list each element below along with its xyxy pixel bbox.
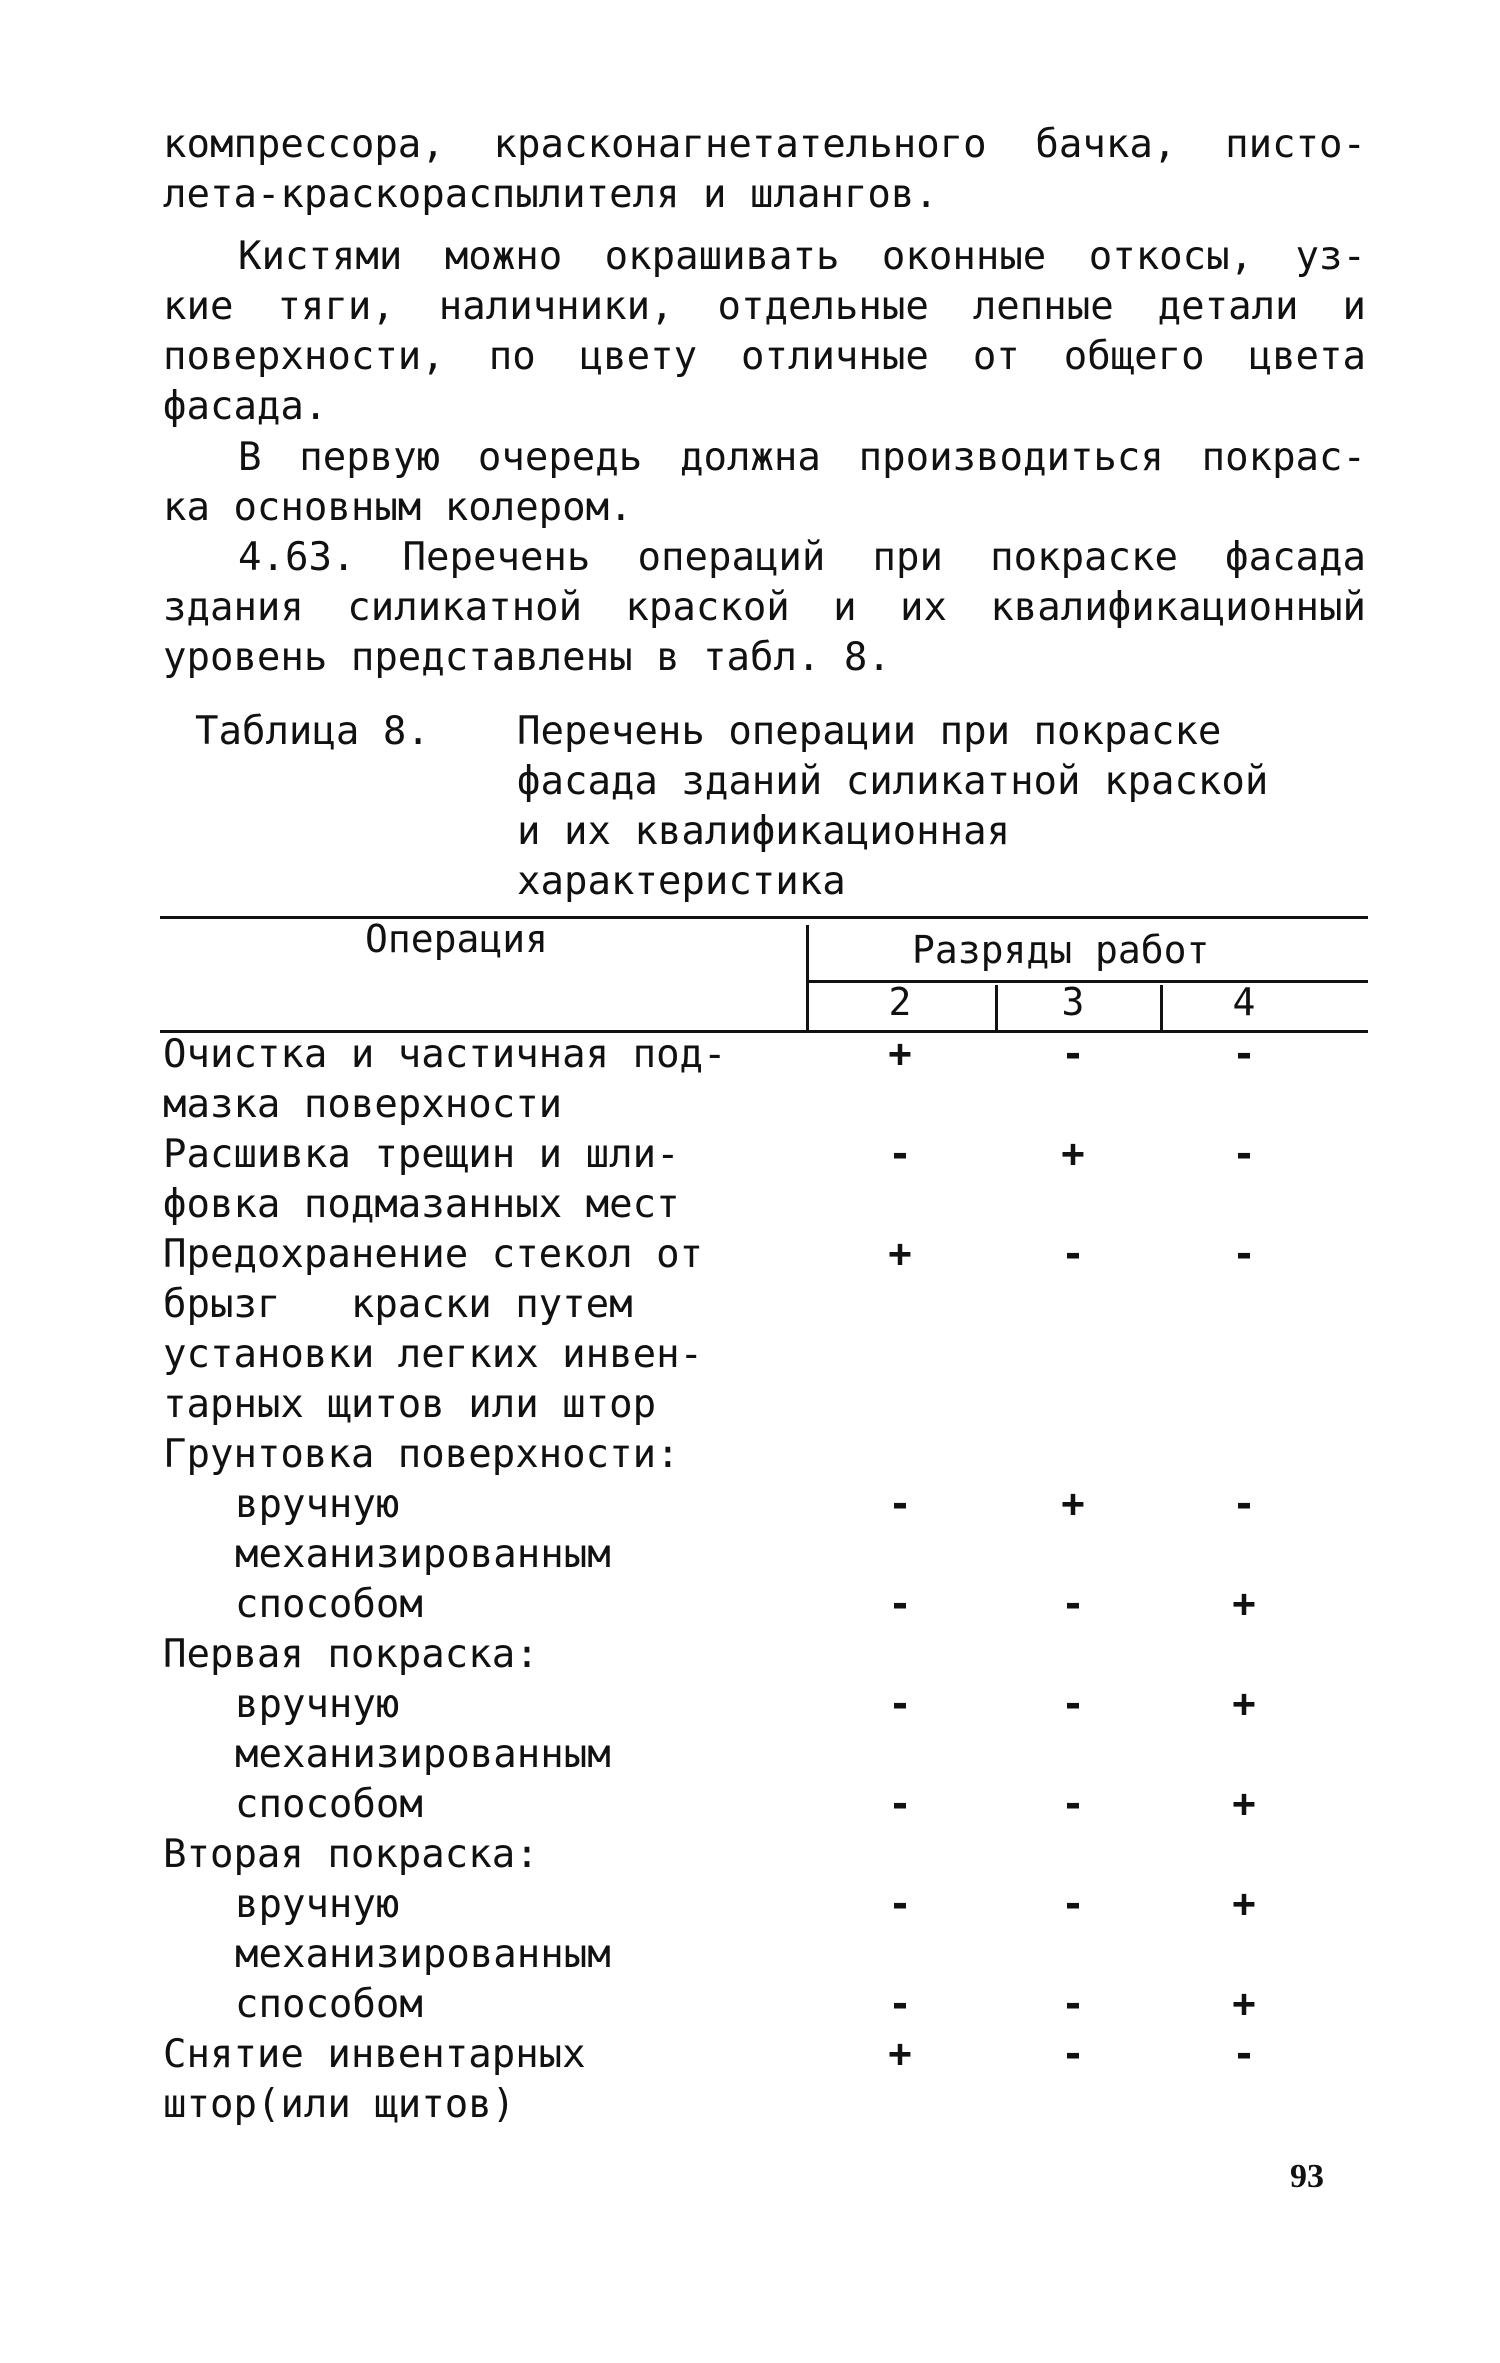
- header-grade-2: 2: [888, 980, 912, 1024]
- operation-cell: [235, 1880, 855, 1930]
- grade-3-mark: -: [1061, 1032, 1085, 1077]
- operation-line: механизированным: [235, 1732, 611, 1777]
- paragraph-line: компрессора, красконагнетательного бачка, писто-: [163, 122, 1366, 167]
- paragraph-line: кие тяги, наличники, отдельные лепные детали и: [163, 284, 1366, 329]
- operation-line: способом: [235, 1582, 423, 1627]
- operation-line: штор(или щитов): [163, 2082, 516, 2127]
- operation-line: Первая покраска:: [163, 1632, 539, 1677]
- grade-3-mark: +: [1061, 1482, 1085, 1527]
- grade-2-mark: -: [888, 1682, 912, 1727]
- paragraph-line: лета-краскораспылителя и шлангов.: [163, 172, 938, 217]
- operation-line: брызг краски путем: [163, 1282, 633, 1327]
- operation-column-divider: [806, 925, 809, 1031]
- header-operation: Операция: [365, 917, 549, 961]
- header-grade-3: 3: [1061, 980, 1085, 1024]
- operation-cell: [163, 1830, 783, 1880]
- grade-3-mark: -: [1061, 1682, 1085, 1727]
- grade-4-mark: +: [1232, 1882, 1256, 1927]
- grade-4-mark: -: [1232, 1482, 1256, 1527]
- operation-line: Предохранение стекол от: [163, 1232, 704, 1277]
- operation-cell: [235, 1930, 855, 2030]
- table-row: [163, 1880, 1373, 1930]
- header-grade-4: 4: [1232, 980, 1256, 1024]
- table-top-rule: [160, 916, 1368, 919]
- paragraph-1: [163, 120, 1366, 220]
- table-row: [163, 1680, 1373, 1730]
- operation-cell: [163, 1030, 783, 1130]
- grade-2-3-divider: [995, 985, 998, 1031]
- paragraph-3: [163, 433, 1366, 533]
- table-row: [163, 1130, 1373, 1230]
- grade-2-mark: +: [888, 2032, 912, 2077]
- grade-2-mark: +: [888, 1232, 912, 1277]
- grade-3-4-divider: [1160, 985, 1163, 1031]
- table-row: [163, 1430, 1373, 1480]
- operation-line: Очистка и частичная под-: [163, 1032, 727, 1077]
- operation-line: вручную: [235, 1682, 400, 1727]
- grade-3-mark: -: [1061, 1882, 1085, 1927]
- paragraph-2: [163, 232, 1366, 432]
- grade-4-mark: +: [1232, 1982, 1256, 2027]
- paragraph-line: здания силикатной краской и их квалификационный: [163, 585, 1366, 630]
- operation-line: тарных щитов или штор: [163, 1382, 657, 1427]
- header-grades: Разряды работ: [912, 928, 1210, 972]
- table-row: [163, 2030, 1373, 2130]
- grade-2-mark: +: [888, 1032, 912, 1077]
- grade-4-mark: -: [1232, 1032, 1256, 1077]
- table-row: [163, 1530, 1373, 1630]
- operation-cell: [235, 1480, 855, 1530]
- table-caption-label: Таблица 8.: [195, 709, 430, 754]
- operation-line: механизированным: [235, 1532, 611, 1577]
- grade-4-mark: +: [1232, 1582, 1256, 1627]
- operation-cell: [163, 1430, 783, 1480]
- grade-4-mark: +: [1232, 1682, 1256, 1727]
- paragraph-line: фасада.: [163, 384, 328, 429]
- grade-3-mark: +: [1061, 1132, 1085, 1177]
- grade-3-mark: -: [1061, 1782, 1085, 1827]
- operation-line: вручную: [235, 1882, 400, 1927]
- operation-line: способом: [235, 1982, 423, 2027]
- grade-3-mark: -: [1061, 1232, 1085, 1277]
- paragraph-line: ка основным колером.: [163, 485, 633, 530]
- caption-title-line: фасада зданий силикатной краской: [517, 759, 1269, 804]
- grade-2-mark: -: [888, 1132, 912, 1177]
- grade-3-mark: -: [1061, 1982, 1085, 2027]
- grade-2-mark: -: [888, 1882, 912, 1927]
- grade-2-mark: -: [888, 1782, 912, 1827]
- operation-cell: [163, 1630, 783, 1680]
- grade-2-mark: -: [888, 1482, 912, 1527]
- paragraph-line: Кистями можно окрашивать оконные откосы, уз-: [238, 234, 1366, 279]
- paragraph-line: 4.63. Перечень операций при покраске фасада: [238, 535, 1366, 580]
- grade-4-mark: +: [1232, 1782, 1256, 1827]
- operation-cell: [235, 1730, 855, 1830]
- table-row: [163, 1030, 1373, 1130]
- page-number: 93: [1290, 2158, 1324, 2195]
- operation-line: Расшивка трещин и шли-: [163, 1132, 680, 1177]
- table-caption-title: [517, 707, 1397, 907]
- operation-line: Снятие инвентарных: [163, 2032, 586, 2077]
- grade-3-mark: -: [1061, 2032, 1085, 2077]
- grade-4-mark: -: [1232, 2032, 1256, 2077]
- operation-cell: [163, 1230, 783, 1430]
- operation-line: Грунтовка поверхности:: [163, 1432, 680, 1477]
- caption-title-line: Перечень операции при покраске: [517, 709, 1222, 754]
- grade-3-mark: -: [1061, 1582, 1085, 1627]
- operation-line: установки легких инвен-: [163, 1332, 704, 1377]
- table-row: [163, 1630, 1373, 1680]
- grade-4-mark: -: [1232, 1232, 1256, 1277]
- table-row: [163, 1930, 1373, 2030]
- paragraph-line: В первую очередь должна производиться покрас-: [238, 435, 1366, 480]
- paragraph-line: поверхности, по цвету отличные от общего цвета: [163, 334, 1366, 379]
- operation-line: мазка поверхности: [163, 1082, 563, 1127]
- grade-4-mark: -: [1232, 1132, 1256, 1177]
- operation-line: Вторая покраска:: [163, 1832, 539, 1877]
- paragraph-4: [163, 533, 1366, 683]
- operation-line: вручную: [235, 1482, 400, 1527]
- operation-cell: [163, 2030, 783, 2130]
- operation-cell: [235, 1680, 855, 1730]
- grade-2-mark: -: [888, 1982, 912, 2027]
- operation-line: механизированным: [235, 1932, 611, 1977]
- caption-title-line: характеристика: [517, 859, 846, 904]
- table-row: [163, 1830, 1373, 1880]
- operation-cell: [235, 1530, 855, 1630]
- operation-cell: [163, 1130, 783, 1230]
- table-row: [163, 1480, 1373, 1530]
- operation-line: способом: [235, 1782, 423, 1827]
- table-row: [163, 1730, 1373, 1830]
- table-row: [163, 1230, 1373, 1430]
- caption-title-line: и их квалификационная: [517, 809, 1011, 854]
- grade-2-mark: -: [888, 1582, 912, 1627]
- paragraph-line: уровень представлены в табл. 8.: [163, 635, 891, 680]
- operation-line: фовка подмазанных мест: [163, 1182, 680, 1227]
